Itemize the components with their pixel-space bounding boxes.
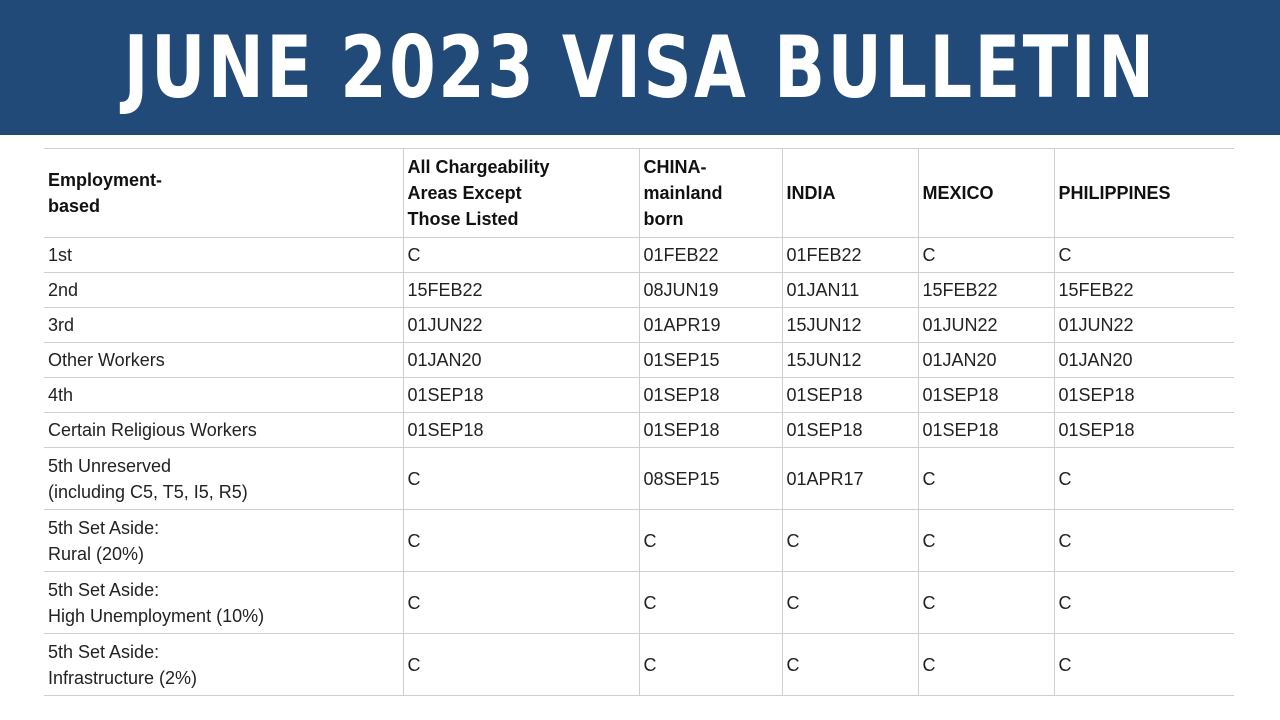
- date-cell: 01SEP18: [639, 413, 782, 448]
- date-cell: C: [403, 238, 639, 273]
- date-cell: 08JUN19: [639, 273, 782, 308]
- category-text: 1st: [48, 245, 73, 265]
- category-text: High Unemployment (10%): [48, 605, 265, 626]
- date-cell: C: [782, 572, 918, 634]
- date-cell: 01SEP18: [639, 378, 782, 413]
- header-text: MEXICO: [922, 183, 994, 203]
- header-text: born: [643, 209, 684, 229]
- date-cell: 01JAN20: [918, 343, 1054, 378]
- date-cell: 15FEB22: [918, 273, 1054, 308]
- date-cell: C: [1054, 572, 1234, 634]
- date-cell: 01JAN20: [1054, 343, 1234, 378]
- category-text: 5th Set Aside:: [48, 579, 160, 600]
- header-text: All Chargeability: [407, 157, 550, 177]
- date-cell: 01JUN22: [918, 308, 1054, 343]
- date-cell: C: [639, 634, 782, 696]
- date-cell: 01JUN22: [1054, 308, 1234, 343]
- date-cell: 01SEP18: [403, 413, 639, 448]
- visa-bulletin-table: [44, 148, 1234, 696]
- date-cell: 01SEP18: [918, 378, 1054, 413]
- table-body: [44, 238, 1234, 696]
- category-cell: [44, 448, 403, 510]
- header-philippines: [1054, 149, 1234, 238]
- header-text: CHINA-: [643, 157, 707, 177]
- table-row: [44, 238, 1234, 273]
- date-cell: C: [1054, 448, 1234, 510]
- date-cell: C: [1054, 238, 1234, 273]
- date-cell: C: [782, 510, 918, 572]
- table-row: [44, 572, 1234, 634]
- date-cell: C: [1054, 634, 1234, 696]
- header-all-chargeability: [403, 149, 639, 238]
- table-row: [44, 378, 1234, 413]
- date-cell: 01SEP18: [1054, 413, 1234, 448]
- header-text: PHILIPPINES: [1058, 183, 1171, 203]
- category-text: Certain Religious Workers: [48, 420, 257, 440]
- date-cell: 01SEP18: [1054, 378, 1234, 413]
- header-text: Areas Except: [407, 183, 522, 203]
- table-row: [44, 308, 1234, 343]
- date-cell: 08SEP15: [639, 448, 782, 510]
- date-cell: 01SEP18: [782, 378, 918, 413]
- category-cell: [44, 308, 403, 343]
- category-text: Rural (20%): [48, 543, 145, 564]
- date-cell: 15JUN12: [782, 308, 918, 343]
- header-row: [44, 149, 1234, 238]
- date-cell: 15FEB22: [1054, 273, 1234, 308]
- category-text: 5th Set Aside:: [48, 641, 160, 662]
- category-cell: [44, 510, 403, 572]
- page-title: JUNE 2023 VISA BULLETIN: [123, 17, 1157, 118]
- date-cell: C: [403, 634, 639, 696]
- category-text: Other Workers: [48, 350, 165, 370]
- category-text: (including C5, T5, I5, R5): [48, 481, 248, 502]
- date-cell: C: [918, 572, 1054, 634]
- category-cell: [44, 343, 403, 378]
- date-cell: C: [639, 572, 782, 634]
- date-cell: 01JAN20: [403, 343, 639, 378]
- header-india: [782, 149, 918, 238]
- table-row: [44, 448, 1234, 510]
- category-cell: [44, 634, 403, 696]
- date-cell: 01FEB22: [782, 238, 918, 273]
- header-text: Employment-: [48, 170, 163, 190]
- header-china: [639, 149, 782, 238]
- date-cell: 01APR19: [639, 308, 782, 343]
- date-cell: 01JAN11: [782, 273, 918, 308]
- category-text: 5th Set Aside:: [48, 517, 160, 538]
- category-cell: [44, 238, 403, 273]
- header-text: INDIA: [786, 183, 836, 203]
- date-cell: C: [1054, 510, 1234, 572]
- header-text: based: [48, 196, 101, 216]
- date-cell: C: [403, 572, 639, 634]
- table-row: [44, 273, 1234, 308]
- date-cell: C: [403, 510, 639, 572]
- header-employment-based: [44, 149, 403, 238]
- date-cell: 01SEP18: [403, 378, 639, 413]
- table-row: [44, 510, 1234, 572]
- category-cell: [44, 413, 403, 448]
- header-text: mainland: [643, 183, 723, 203]
- date-cell: 01SEP18: [918, 413, 1054, 448]
- table-header: [44, 149, 1234, 238]
- table-row: [44, 413, 1234, 448]
- date-cell: C: [639, 510, 782, 572]
- date-cell: C: [403, 448, 639, 510]
- date-cell: C: [918, 510, 1054, 572]
- date-cell: 01JUN22: [403, 308, 639, 343]
- category-text: 3rd: [48, 315, 75, 335]
- date-cell: C: [918, 448, 1054, 510]
- category-text: 5th Unreserved: [48, 455, 172, 476]
- table-row: [44, 343, 1234, 378]
- date-cell: 01FEB22: [639, 238, 782, 273]
- category-cell: [44, 273, 403, 308]
- date-cell: 01SEP15: [639, 343, 782, 378]
- header-text: Those Listed: [407, 209, 519, 229]
- title-banner: [0, 0, 1280, 135]
- visa-bulletin-table-container: [44, 148, 1234, 696]
- category-cell: [44, 378, 403, 413]
- category-text: 2nd: [48, 280, 79, 300]
- date-cell: C: [918, 238, 1054, 273]
- date-cell: C: [918, 634, 1054, 696]
- date-cell: 01APR17: [782, 448, 918, 510]
- table-row: [44, 634, 1234, 696]
- category-cell: [44, 572, 403, 634]
- header-mexico: [918, 149, 1054, 238]
- date-cell: 15FEB22: [403, 273, 639, 308]
- date-cell: 15JUN12: [782, 343, 918, 378]
- category-text: 4th: [48, 385, 74, 405]
- date-cell: C: [782, 634, 918, 696]
- date-cell: 01SEP18: [782, 413, 918, 448]
- category-text: Infrastructure (2%): [48, 667, 198, 688]
